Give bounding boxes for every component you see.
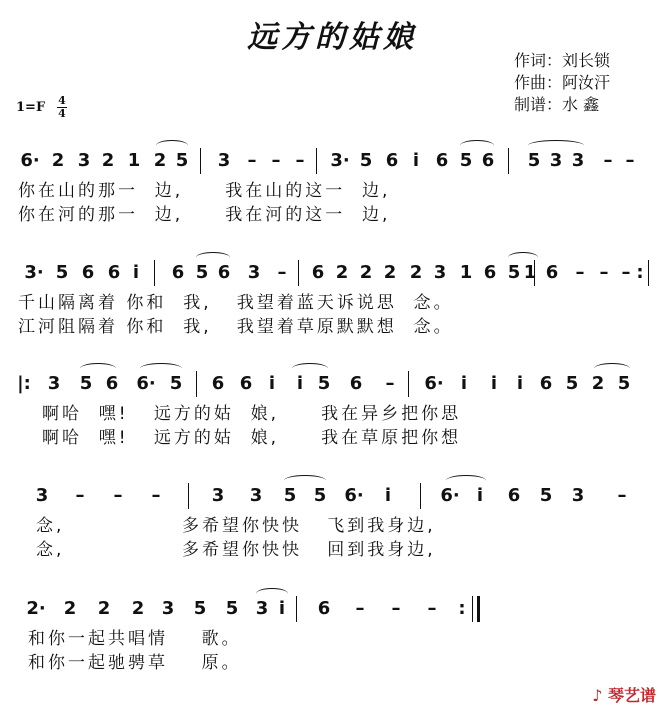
site-logo xyxy=(592,683,656,706)
lyrics-verse-1: 千山隔离着 你和 我, 我望着蓝天诉说思 念。 xyxy=(18,293,454,313)
key-signature: 1=F xyxy=(16,100,46,115)
notation-row: 2· 2 2 2 3 5 5 3 i 6 – – – : xyxy=(0,598,664,622)
notation-row: |: 3 5 6 6· 5 6 6 i i 5 6 – 6· i i i 6 5 2 5 xyxy=(0,373,664,397)
lyrics-verse-1: 和你一起共唱情 歌。 xyxy=(28,629,242,649)
composer-credit: 作曲：阿汝汗 xyxy=(514,73,611,92)
logo-icon: ♪ xyxy=(592,686,603,705)
lyrics-verse-1: 你在山的那一 边, 我在山的这一 边, xyxy=(18,181,391,201)
credits-block xyxy=(514,50,610,116)
time-signature xyxy=(57,96,67,119)
time-signature-bottom: 4 xyxy=(58,107,66,120)
lyrics-verse-1: 念, 多希望你快快 飞到我身边, xyxy=(36,516,436,536)
lyrics-verse-2: 念, 多希望你快快 回到我身边, xyxy=(36,540,436,560)
lyrics-verse-2: 你在河的那一 边, 我在河的这一 边, xyxy=(18,205,391,225)
notation-row: 3· 5 6 6 i 6 5 6 3 – 6 2 2 2 2 3 1 6 5 1 6 – – – : xyxy=(0,262,664,286)
logo-text: 琴艺谱 xyxy=(607,686,656,705)
lyrics-verse-2: 江河阻隔着 你和 我, 我望着草原默默想 念。 xyxy=(18,317,454,337)
arranger-credit: 制谱：水 鑫 xyxy=(514,95,600,114)
notation-row: 3 – – – 3 3 5 5 6· i 6· i 6 5 3 – xyxy=(0,485,664,509)
song-title: 远方的姑娘 xyxy=(247,20,417,55)
lyrics-verse-2: 和你一起驰骋草 原。 xyxy=(28,653,242,673)
lyricist-credit: 作词：刘长锁 xyxy=(514,51,611,70)
time-signature-top: 4 xyxy=(58,94,66,107)
lyrics-verse-1: 啊哈 嘿! 远方的姑 娘, 我在异乡把你思 xyxy=(42,404,462,424)
notation-row: 6· 2 3 2 1 2 5 3 – – – 3· 5 6 i 6 5 6 5 3 3 – – xyxy=(0,150,664,174)
lyrics-verse-2: 啊哈 嘿! 远方的姑 娘, 我在草原把你想 xyxy=(42,428,462,448)
